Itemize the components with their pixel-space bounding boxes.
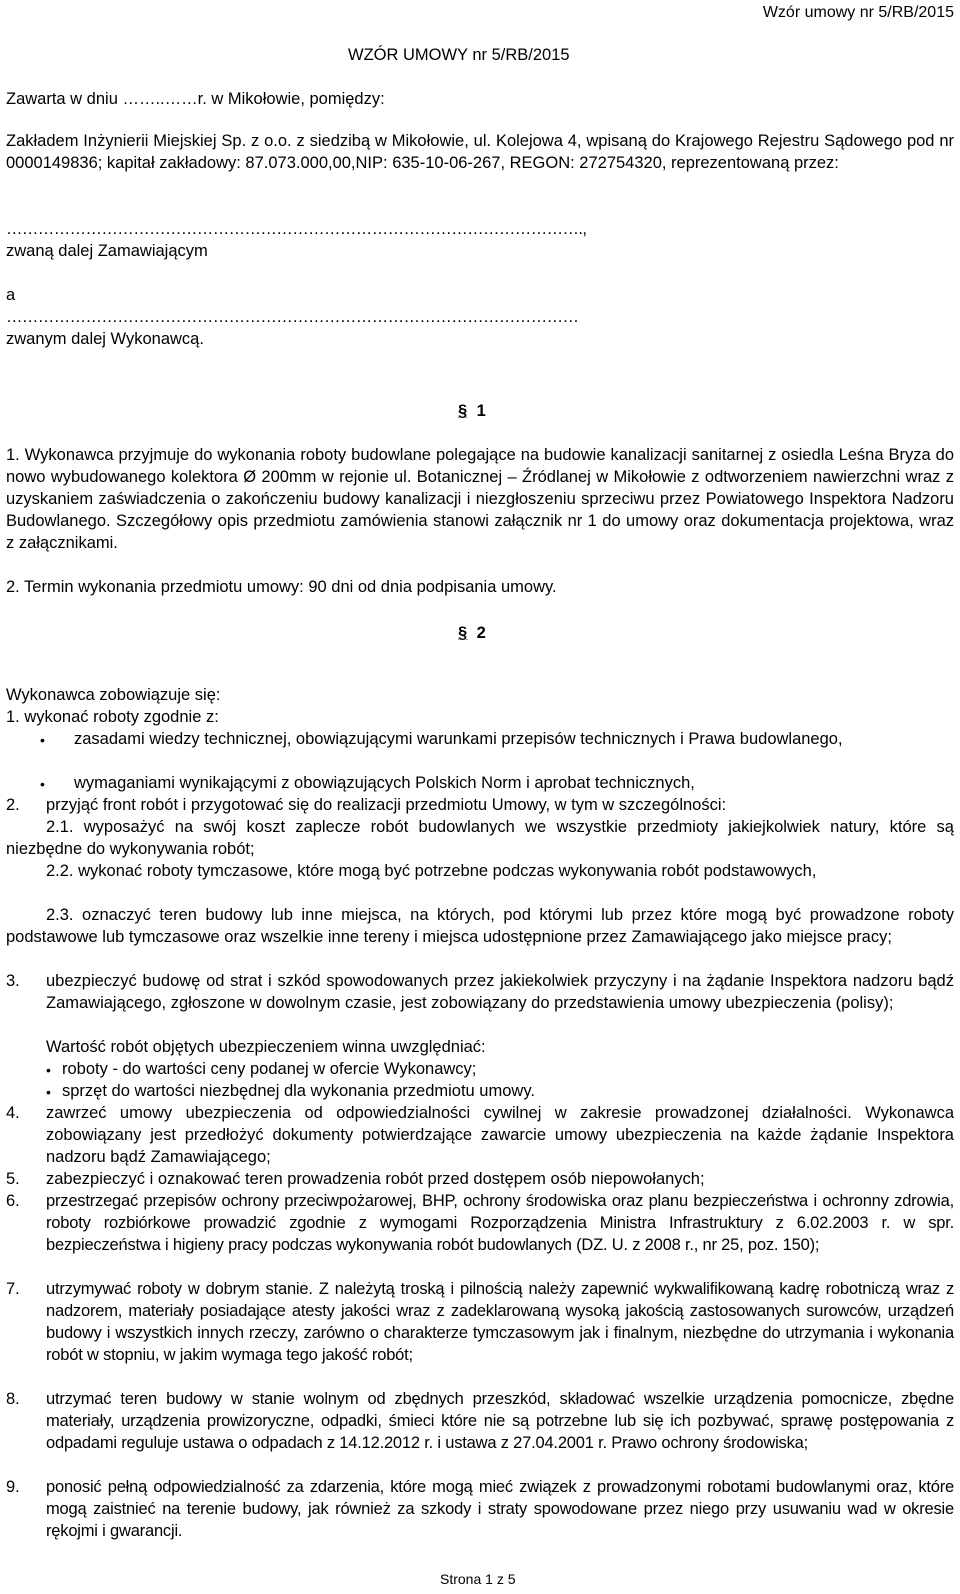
obligation-number: 3.	[6, 972, 20, 990]
obligation-number: 7.	[6, 1280, 20, 1298]
obligation-3-bullet-2: sprzęt do wartości niezbędnej dla wykonania przedmiotu umowy.	[62, 1082, 535, 1100]
obligation-3-bullet-1: roboty - do wartości ceny podanej w ofercie Wykonawcy;	[62, 1060, 477, 1078]
bullet-icon: •	[40, 732, 45, 748]
obligation-1-bullet-2: wymaganiami wynikającymi z obowiązujących Polskich Norm i aprobat technicznych,	[74, 774, 695, 792]
obligation-1-bullet-1: zasadami wiedzy technicznej, obowiązującymi warunkami przepisów technicznych i Prawa budowlanego,	[74, 730, 843, 748]
obligation-1: 1. wykonać roboty zgodnie z:	[6, 708, 219, 726]
paragraph-symbol: §	[458, 402, 468, 420]
contract-date-line: Zawarta w dniu ……..……r. w Mikołowie, pomiędzy:	[6, 90, 385, 108]
page-number-footer: Strona 1 z 5	[440, 1571, 516, 1587]
obligation-2-3: 2.3. oznaczyć teren budowy lub inne miejsca, na których, pod którymi lub przez które mogą być prowadzone roboty podstawowe lub tymczasowe oraz wszelkie inne tereny i miejsca udostępnione przez Zamawiającego jako miejsce pracy;	[6, 906, 954, 946]
obligation-6: przestrzegać przepisów ochrony przeciwpożarowej, BHP, ochrony środowiska oraz planu bezpieczeństwa i ochronny zdrowia, roboty rozbiórkowe prowadzić zgodnie z wymogami Rozporządzenia Ministra Infrastruktury z 6.02.2003 r. w spr. bezpieczeństwa i higieny pracy podczas wykonywania robót budowlanych (DZ. U. z 2008 r., nr 25, poz. 150);	[46, 1192, 954, 1254]
conjunction: a	[6, 286, 16, 304]
party2-placeholder: ………………………………………………………………………………………………	[6, 308, 579, 326]
obligation-number: 6.	[6, 1192, 20, 1210]
obligation-8: utrzymać teren budowy w stanie wolnym od zbędnych przeszkód, składować wszelkie urządzenia pomocnicze, zbędne materiały, urządzenia prowizoryczne, odpadki, śmieci które nie są potrzebne lub się ich pozbywać, sprawę postępowania z odpadami reguluje ustawa o odpadach z 14.12.2012 r. i ustawa z 27.04.2001 r. Prawo ochrony środowiska;	[46, 1390, 954, 1452]
section-number: 1	[476, 402, 486, 420]
obligation-9: ponosić pełną odpowiedzialność za zdarzenia, które mogą mieć związek z prowadzonymi robotami budowlanymi oraz, które mogą zaistnieć na terenie budowy, jak również za szkody i straty spowodowane przez niego przy usuwaniu wad w okresie rękojmi i gwarancji.	[46, 1478, 954, 1540]
party1-role: zwaną dalej Zamawiającym	[6, 242, 208, 260]
obligation-number: 9.	[6, 1478, 20, 1496]
obligation-2-1: 2.1. wyposażyć na swój koszt zaplecze robót budowlanych we wszystkie przedmioty jakiejkolwiek natury, które są niezbędne do wykonywania robót;	[6, 818, 954, 858]
obligation-2-2: 2.2. wykonać roboty tymczasowe, które mogą być potrzebne podczas wykonywania robót podstawowych,	[46, 862, 817, 880]
obligation-5: zabezpieczyć i oznakować teren prowadzenia robót przed dostępem osób niepowołanych;	[46, 1170, 705, 1188]
obligation-number: 5.	[6, 1170, 20, 1188]
section-2-heading	[458, 622, 486, 644]
obligation-2: przyjąć front robót i przygotować się do realizacji przedmiotu Umowy, w tym w szczególności:	[46, 796, 727, 814]
bullet-icon: •	[46, 1062, 51, 1078]
document-title: WZÓR UMOWY nr 5/RB/2015	[348, 46, 570, 64]
obligation-4: zawrzeć umowy ubezpieczenia od odpowiedzialności cywilnej w zakresie prowadzonej działalności. Wykonawca zobowiązany jest przedłożyć dokumenty potwierdzające zawarcie umowy ubezpieczenia na każde żądanie Inspektora nadzoru bądź Zamawiającego;	[46, 1104, 954, 1166]
party1-representative-placeholder: ……………………………………………………………………………………………….,	[6, 220, 587, 238]
party2-role: zwanym dalej Wykonawcą.	[6, 330, 204, 348]
section-1-item-1: 1. Wykonawca przyjmuje do wykonania roboty budowlane polegające na budowie kanalizacji sanitarnej z osiedla Leśna Bryza do nowo wybudowanego kolektora Ø 200mm w rejonie ul. Botanicznej – Źródlanej w Mikołowie z odtworzeniem nawierzchni wraz z uzyskaniem zaświadczenia o zakończeniu budowy kanalizacji i niezgłoszeniu sprzeciwu przez Powiatowego Inspektora Nadzoru Budowlanego. Szczegółowy opis przedmiotu zamówienia stanowi załącznik nr 1 do umowy oraz dokumentacja projektowa, wraz z załącznikami.	[6, 446, 954, 552]
bullet-icon: •	[46, 1084, 51, 1100]
obligation-3-lead: Wartość robót objętych ubezpieczeniem winna uwzględniać:	[46, 1038, 486, 1056]
obligation-3: ubezpieczyć budowę od strat i szkód spowodowanych przez jakiekolwiek przyczyny i na żądanie Inspektora nadzoru bądź Zamawiającego, zgłoszone w dowolnym czasie, jest zobowiązany do przedstawienia umowy ubezpieczenia (polisy);	[46, 972, 954, 1012]
party1-description: Zakładem Inżynierii Miejskiej Sp. z o.o. z siedzibą w Mikołowie, ul. Kolejowa 4, wpisaną do Krajowego Rejestru Sądowego pod nr 0000149836; kapitał zakładowy: 87.073.000,00,NIP: 635-10-06-267, REGON: 272754320, reprezentowaną przez:	[6, 132, 954, 172]
section-1-item-2: 2. Termin wykonania przedmiotu umowy: 90 dni od dnia podpisania umowy.	[6, 578, 557, 596]
obligation-7: utrzymywać roboty w dobrym stanie. Z należytą troską i pilnością należy zapewnić wykwalifikowaną kadrę robotniczą wraz z nadzorem, materiały posiadające atesty jakości wraz z zadeklarowaną wysoką jakością zastosowanych surowców, urządzeń budowy i wszystkich innych rzeczy, zarówno o charakterze tymczasowym jak i finalnym, niezbędne do utrzymania i wykonania robót w stopniu, w jakim wymaga tego jakość robót;	[46, 1280, 954, 1364]
paragraph-symbol: §	[458, 624, 468, 642]
obligation-number: 4.	[6, 1104, 20, 1122]
obligation-number: 2.	[6, 796, 20, 814]
bullet-icon: •	[40, 776, 45, 792]
section-1-heading	[458, 400, 486, 422]
obligation-number: 8.	[6, 1390, 20, 1408]
section-number: 2	[476, 624, 486, 642]
running-header: Wzór umowy nr 5/RB/2015	[762, 4, 954, 21]
section-2-lead: Wykonawca zobowiązuje się:	[6, 686, 221, 704]
